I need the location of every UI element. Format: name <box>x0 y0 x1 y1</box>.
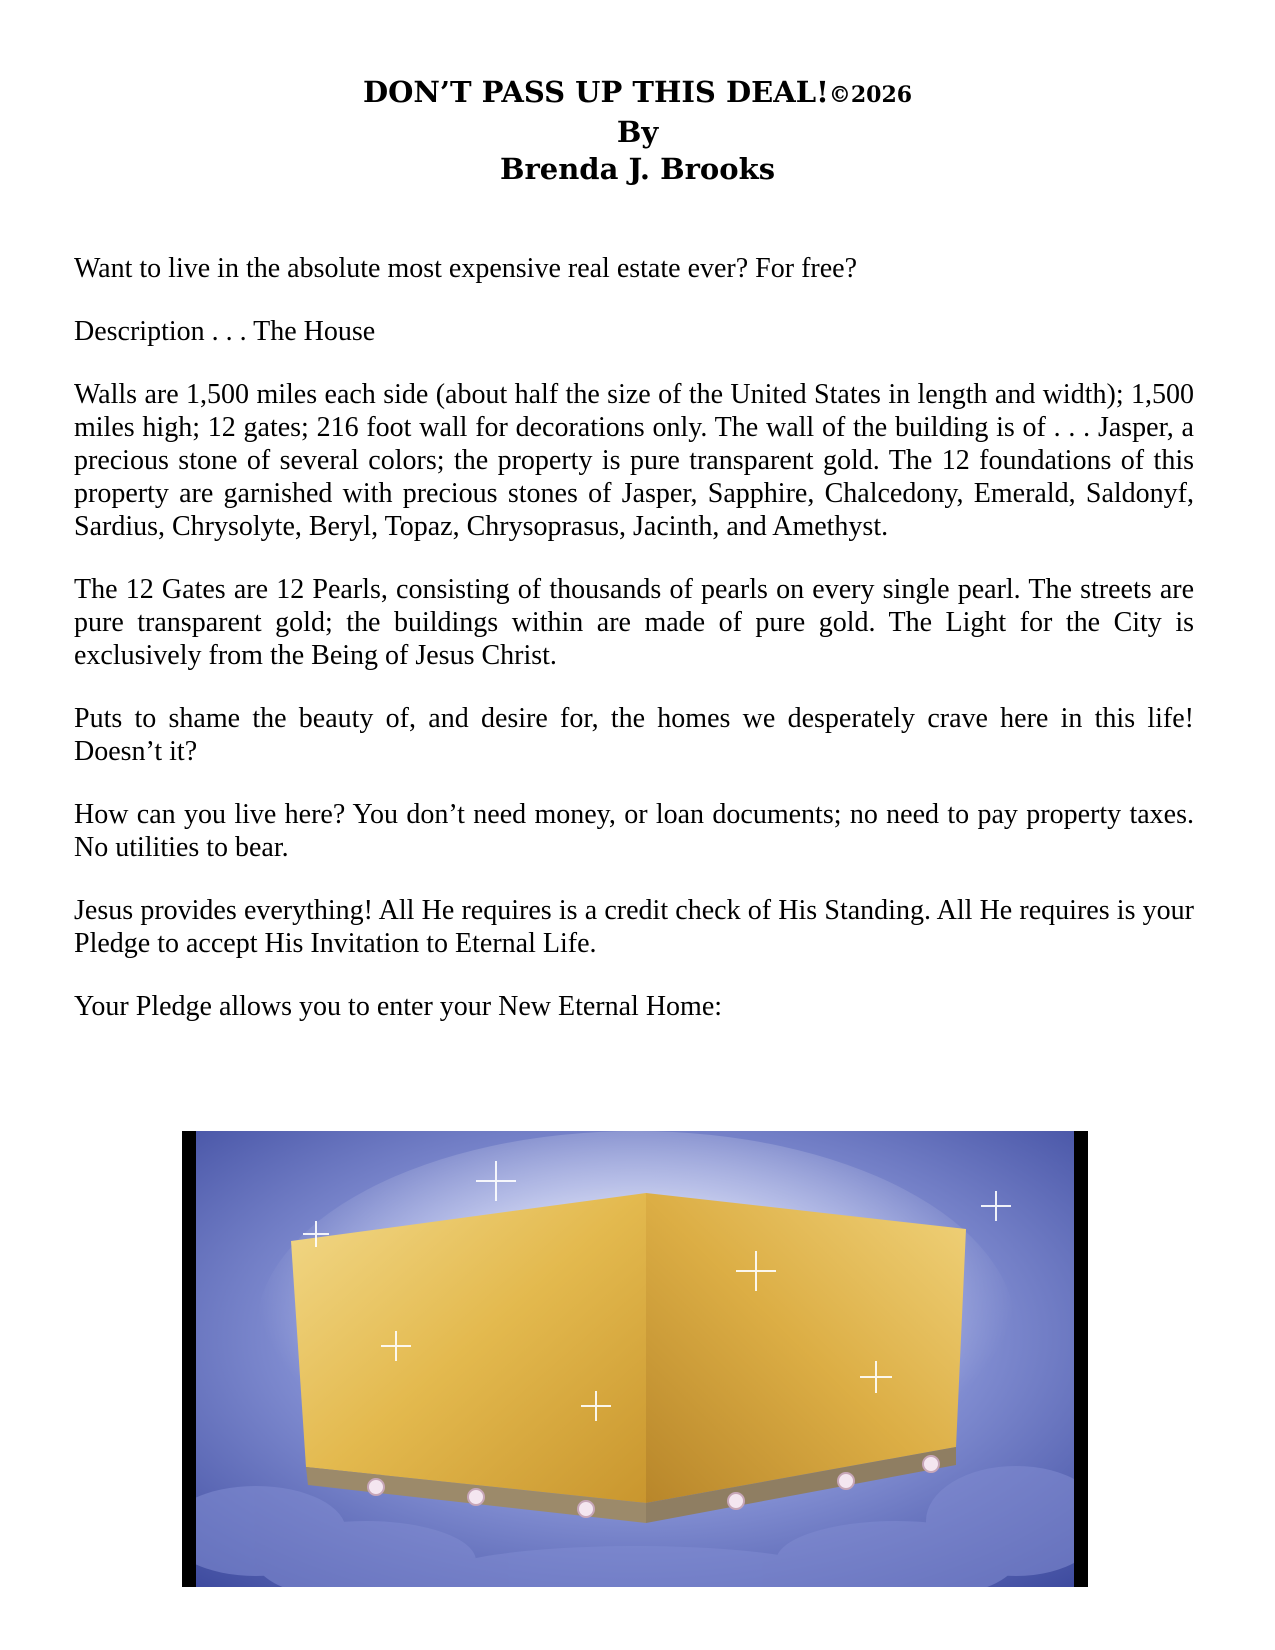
paragraph-description-heading: Description . . . The House <box>74 316 376 347</box>
paragraph-gates: The 12 Gates are 12 Pearls, consisting of thousands of pearls on every single pearl. The streets are pure transparent gold; the buildings within are made of pure gold. The Light for the City is exclusively from the Being of Jesus Christ. <box>74 574 1194 671</box>
golden-city-image <box>196 1131 1074 1587</box>
paragraph-intro: Want to live in the absolute most expensive real estate ever? For free? <box>74 253 858 284</box>
paragraph-shame: Puts to shame the beauty of, and desire for, the homes we desperately crave here in this life! Doesn’t it? <box>74 703 1194 767</box>
title-line <box>0 74 1275 114</box>
author-name: Brenda J. Brooks <box>499 152 776 186</box>
paragraph-walls: Walls are 1,500 miles each side (about half the size of the United States in length and width); 1,500 miles high; 12 gates; 216 foot wall for decorations only. The wall of the building is of . . . Jasper, a precious stone of several colors; the property is pure transparent gold. The 12 foundations of this property are garnished with precious stones of Jasper, Sapphire, Chalcedony, Emerald, Saldonyf, Sardius, Chrysolyte, Beryl, Topaz, Chrysoprasus, Jacinth, and Amethyst. <box>74 379 1194 542</box>
paragraph-jesus-provides: Jesus provides everything! All He requires is a credit check of His Standing. All He requires is your Pledge to accept His Invitation to Eternal Life. <box>74 895 1194 959</box>
golden-city-illustration <box>182 1131 1088 1587</box>
copyright-notice: ©2026 <box>828 82 913 108</box>
document-title: DON’T PASS UP THIS DEAL! <box>362 75 829 109</box>
byline-by: By <box>616 115 659 149</box>
title-block <box>0 74 1275 188</box>
body-text <box>74 252 1194 1053</box>
paragraph-how-to-live: How can you live here? You don’t need money, or loan documents; no need to pay property taxes. No utilities to bear. <box>74 799 1194 863</box>
paragraph-pledge: Your Pledge allows you to enter your New Eternal Home: <box>74 991 723 1022</box>
city-left-wall <box>291 1193 646 1503</box>
